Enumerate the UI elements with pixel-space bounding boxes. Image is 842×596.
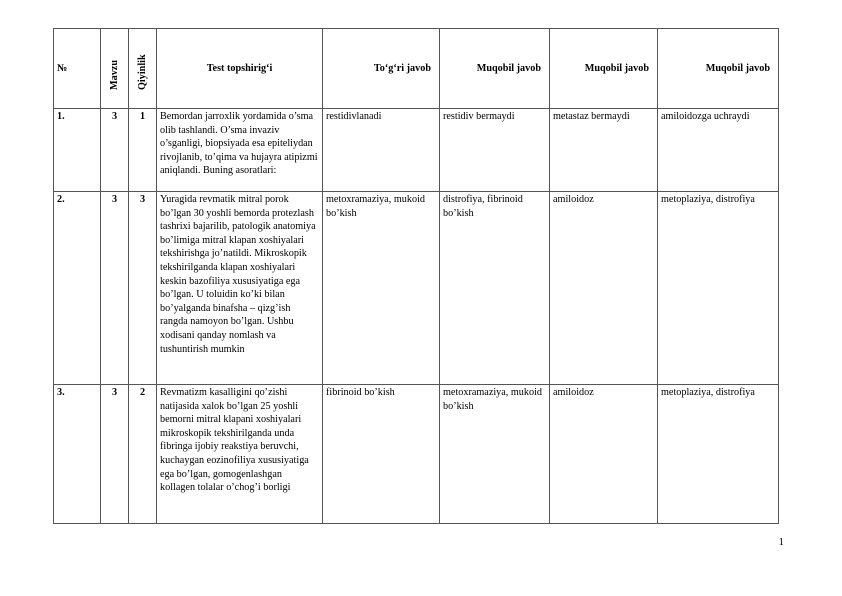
header-alternative-1: Muqobil javob: [440, 29, 550, 109]
row-question: Yuragida revmatik mitral porok bo’lgan 30 yoshli bemorda protezlash tashrixi bajarilib, patologik anatomiya bo’limiga mitral klapan xoshiyalari tekshirishga jo’natildi. Mikroskopik tekshirilganda klapan xoshiyalari keskin bazofiliya xususiyatiga ega bo’lgan. U toluidin ko’ki bilan bo’yalganda binafsha – qizg’ish rangda namoyon bo’lgan. Ushbu xodisani qanday nomlash va tushuntirish mumkin: [157, 192, 323, 385]
header-number: №: [54, 29, 101, 109]
row-question: Revmatizm kasalligini qo’zishi natijasida xalok bo’lgan 25 yoshli bemorni mitral klapani xoshiyalari mikroskopik tekshirilganda unda fibringa ijobiy reakstiya beruvchi, kuchaygan eozinofiliya xususiyatiga ega bo’lgan, gomogenlashgan kollagen tolalar o’chog’i borligi: [157, 385, 323, 524]
row-difficulty: 3: [129, 192, 157, 385]
row-alternative-3: metoplaziya, distrofiya: [658, 192, 779, 385]
row-alternative-1: restidiv bermaydi: [440, 109, 550, 192]
header-difficulty: [129, 29, 157, 109]
table-row: [54, 385, 779, 524]
header-topic: [101, 29, 129, 109]
row-alternative-1: metoxramaziya, mukoid bo’kish: [440, 385, 550, 524]
row-alternative-2: amiloidoz: [550, 192, 658, 385]
row-difficulty: 2: [129, 385, 157, 524]
row-correct-answer: restidivlanadi: [323, 109, 440, 192]
table-row: [54, 109, 779, 192]
test-table: [53, 28, 779, 524]
header-alternative-3: Muqobil javob: [658, 29, 779, 109]
header-topic-label: Mavzu: [108, 60, 120, 91]
row-alternative-2: metastaz bermaydi: [550, 109, 658, 192]
row-correct-answer: metoxramaziya, mukoid bo’kish: [323, 192, 440, 385]
header-question: Test topshirig‘i: [157, 29, 323, 109]
header-difficulty-label: Qiyinlik: [136, 54, 148, 91]
page-number: 1: [778, 536, 784, 548]
row-topic: 3: [101, 109, 129, 192]
row-topic: 3: [101, 192, 129, 385]
header-correct-answer: To‘g‘ri javob: [323, 29, 440, 109]
table-row: [54, 192, 779, 385]
row-number: 2.: [54, 192, 101, 385]
header-row: [54, 29, 779, 109]
row-number: 3.: [54, 385, 101, 524]
row-question: Bemordan jarroxlik yordamida o’sma olib tashlandi. O’sma invaziv o’sganligi, biopsiyada esa epiteliydan rivojlanib, to’qima va hujayra atipizmi aniqlandi. Buning asoratlari:: [157, 109, 323, 192]
header-alternative-2: Muqobil javob: [550, 29, 658, 109]
row-alternative-3: metoplaziya, distrofiya: [658, 385, 779, 524]
row-alternative-2: amiloidoz: [550, 385, 658, 524]
row-alternative-3: amiloidozga uchraydi: [658, 109, 779, 192]
row-alternative-1: distrofiya, fibrinoid bo’kish: [440, 192, 550, 385]
row-correct-answer: fibrinoid bo’kish: [323, 385, 440, 524]
row-number: 1.: [54, 109, 101, 192]
row-topic: 3: [101, 385, 129, 524]
row-difficulty: 1: [129, 109, 157, 192]
